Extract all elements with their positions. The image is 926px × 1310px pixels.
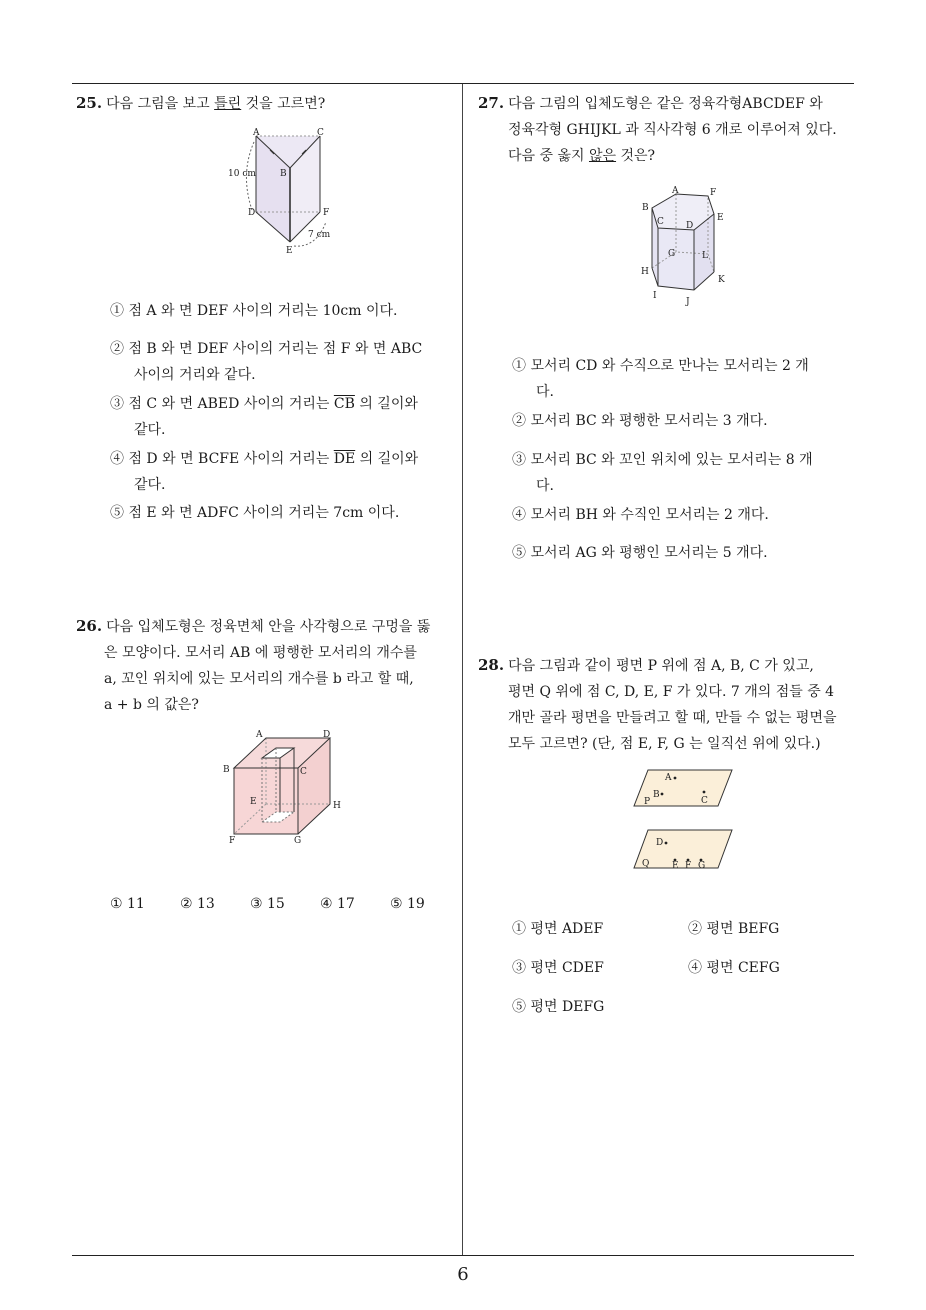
- question-number: 26.: [76, 617, 103, 635]
- option-4[interactable]: [688, 955, 780, 981]
- option-text: 모서리 BH 와 수직인 모서리는 2 개다.: [530, 507, 769, 523]
- option-mark: ⑤: [390, 896, 403, 912]
- option-text: 평면 CDEF: [530, 960, 604, 976]
- header-rule: [72, 83, 854, 84]
- option-3[interactable]: [512, 955, 604, 981]
- stem-text: 다음 입체도형은 정육면체 안을 사각형으로 구멍을 뚫: [106, 619, 431, 635]
- question-25: [76, 90, 456, 117]
- vertex-label-d: D: [323, 730, 331, 740]
- option-mark: ③: [512, 960, 526, 976]
- option-mark: ②: [110, 341, 124, 357]
- option-2[interactable]: [110, 336, 422, 388]
- underlined-text: 않은: [588, 148, 617, 164]
- option-1[interactable]: [110, 298, 397, 324]
- vertex-label-c: C: [657, 217, 664, 227]
- option-mark: ④: [688, 960, 702, 976]
- vertex-label-a: A: [672, 186, 679, 196]
- option-text: 모서리 BC 와 평행한 모서리는 3 개다.: [530, 413, 768, 429]
- question-26-stem-line-1: [76, 613, 461, 640]
- hollow-cube-figure: [220, 728, 345, 848]
- vertex-label-g: G: [294, 836, 302, 846]
- stem-text: 다음 그림의 입체도형은 같은 정육각형ABCDEF 와: [508, 96, 823, 112]
- segment-label: $\overline{CB}$: [333, 396, 355, 412]
- option-text: 17: [337, 896, 355, 912]
- option-5[interactable]: [390, 891, 425, 917]
- option-mark: ②: [180, 896, 193, 912]
- vertex-label-b: B: [642, 203, 649, 213]
- question-26: [76, 613, 461, 718]
- option-text-continued: 같다.: [134, 477, 166, 493]
- vertex-label-d: D: [686, 221, 694, 231]
- option-2[interactable]: [512, 408, 768, 434]
- segment-label: $\overline{DE}$: [333, 451, 356, 467]
- vertex-label-j: J: [686, 297, 690, 307]
- point-label-e: E: [672, 861, 679, 871]
- vertex-label-f: F: [323, 208, 330, 218]
- option-4[interactable]: [110, 446, 418, 498]
- option-text: 의 길이와: [354, 396, 418, 412]
- vertex-label-e: E: [286, 246, 293, 256]
- option-text: 점 A 와 면 DEF 사이의 거리는 10cm 이다.: [128, 303, 398, 319]
- option-mark: ⑤: [512, 999, 526, 1015]
- footer-rule: [72, 1255, 854, 1256]
- option-3[interactable]: [250, 891, 285, 917]
- vertex-label-e: E: [717, 213, 724, 223]
- vertex-label-b: B: [223, 765, 230, 775]
- point-label-c: C: [701, 796, 708, 806]
- question-25-stem: [76, 90, 456, 117]
- stem-text: 것을 고르면?: [241, 96, 326, 112]
- stem-text: 개만 골라 평면을 만들려고 할 때, 만들 수 없는 평면을: [508, 710, 837, 726]
- vertex-label-c: C: [317, 128, 324, 138]
- option-mark: ①: [110, 303, 124, 319]
- stem-text: 모두 고르면? (단, 점 E, F, G 는 일직선 위에 있다.): [508, 736, 821, 752]
- option-text: 점 D 와 면 BCFE 사이의 거리는: [128, 451, 334, 467]
- vertex-label-a: A: [256, 730, 263, 740]
- option-text-continued: 사이의 거리와 같다.: [134, 367, 256, 383]
- stem-text: 평면 Q 위에 점 C, D, E, F 가 있다. 7 개의 점들 중 4: [508, 684, 835, 700]
- question-27-stem-line-1: [478, 90, 862, 117]
- stem-text: 다음 그림과 같이 평면 P 위에 점 A, B, C 가 있고,: [508, 658, 814, 674]
- vertex-label-i: I: [653, 291, 657, 301]
- vertex-label-g: G: [668, 249, 676, 259]
- option-mark: ④: [512, 507, 526, 523]
- two-planes-figure: [632, 766, 736, 874]
- vertex-label-a: A: [253, 128, 260, 138]
- vertex-label-d: D: [248, 208, 256, 218]
- point-label-b: B: [653, 790, 660, 800]
- option-5[interactable]: [110, 500, 399, 526]
- underlined-text: 틀린: [214, 96, 242, 112]
- option-text: 11: [127, 896, 145, 912]
- option-4[interactable]: [320, 891, 355, 917]
- question-28: [478, 652, 862, 757]
- option-text: 13: [197, 896, 215, 912]
- option-mark: ④: [320, 896, 333, 912]
- stem-text: a + b 의 값은?: [104, 697, 199, 713]
- option-text: 의 길이와: [355, 451, 419, 467]
- width-label: 7 cm: [308, 230, 331, 240]
- option-mark: ①: [512, 921, 526, 937]
- stem-text: 정육각형 GHIJKL 과 직사각형 6 개로 이루어져 있다.: [508, 122, 837, 138]
- stem-text: 다음 그림을 보고: [106, 96, 215, 112]
- point-label-a: A: [665, 773, 672, 783]
- question-number: 27.: [478, 94, 505, 112]
- option-mark: ③: [250, 896, 263, 912]
- vertex-label-l: L: [702, 251, 708, 261]
- option-text: 평면 ADEF: [530, 921, 604, 937]
- option-text: 19: [407, 896, 425, 912]
- vertex-label-c: C: [300, 767, 307, 777]
- plane-label-q: Q: [642, 859, 650, 869]
- option-mark: ④: [110, 451, 124, 467]
- question-number: 28.: [478, 656, 505, 674]
- option-text-continued: 다.: [536, 384, 554, 400]
- option-1[interactable]: [512, 916, 603, 942]
- option-mark: ⑤: [110, 505, 124, 521]
- option-mark: ②: [512, 413, 526, 429]
- vertex-label-k: K: [718, 275, 725, 285]
- option-text-continued: 다.: [536, 478, 554, 494]
- question-27: [478, 90, 862, 169]
- option-4[interactable]: [512, 502, 769, 528]
- option-text: 평면 BEFG: [706, 921, 780, 937]
- option-text: 모서리 CD 와 수직으로 만나는 모서리는 2 개: [530, 358, 809, 374]
- column-divider: [462, 84, 463, 1255]
- point-label-f: F: [685, 861, 692, 871]
- stem-text: 것은?: [616, 148, 656, 164]
- option-text: 평면 CEFG: [706, 960, 780, 976]
- hexagonal-prism-figure: [636, 184, 736, 308]
- vertex-label-f: F: [710, 188, 717, 198]
- vertex-label-h: H: [641, 267, 649, 277]
- option-2[interactable]: [688, 916, 779, 942]
- option-1[interactable]: [110, 891, 145, 917]
- option-text: 평면 DEFG: [530, 999, 605, 1015]
- option-text: 모서리 BC 와 꼬인 위치에 있는 모서리는 8 개: [530, 452, 813, 468]
- option-mark: ③: [512, 452, 526, 468]
- prism-figure: [226, 126, 336, 258]
- option-5[interactable]: [512, 540, 768, 566]
- option-mark: ⑤: [512, 545, 526, 561]
- stem-text: 은 모양이다. 모서리 AB 에 평행한 모서리의 개수를: [104, 645, 417, 661]
- option-text-continued: 같다.: [134, 422, 166, 438]
- option-text: 15: [267, 896, 285, 912]
- option-mark: ②: [688, 921, 702, 937]
- option-2[interactable]: [180, 891, 215, 917]
- vertex-label-h: H: [333, 801, 341, 811]
- point-label-d: D: [656, 838, 664, 848]
- question-28-stem-line-1: [478, 652, 862, 679]
- stem-text: a, 꼬인 위치에 있는 모서리의 개수를 b 라고 할 때,: [104, 671, 414, 687]
- option-text: 점 E 와 면 ADFC 사이의 거리는 7cm 이다.: [128, 505, 400, 521]
- option-1[interactable]: [512, 353, 809, 405]
- page-number: 6: [457, 1264, 469, 1285]
- stem-text: 다음 중 옳지: [508, 148, 589, 164]
- point-label-g: G: [698, 861, 706, 871]
- option-5[interactable]: [512, 994, 604, 1020]
- option-text: 점 B 와 면 DEF 사이의 거리는 점 F 와 면 ABC: [128, 341, 423, 357]
- option-mark: ③: [110, 396, 124, 412]
- option-text: 모서리 AG 와 평행인 모서리는 5 개다.: [530, 545, 768, 561]
- option-text: 점 C 와 면 ABED 사이의 거리는: [128, 396, 334, 412]
- option-mark: ①: [110, 896, 123, 912]
- vertex-label-b: B: [280, 169, 287, 179]
- height-label: 10 cm: [228, 169, 256, 179]
- vertex-label-f: F: [229, 836, 236, 846]
- option-3[interactable]: [110, 391, 418, 443]
- option-mark: ①: [512, 358, 526, 374]
- question-number: 25.: [76, 94, 103, 112]
- option-3[interactable]: [512, 447, 813, 499]
- plane-label-p: P: [644, 797, 651, 807]
- vertex-label-e: E: [250, 797, 257, 807]
